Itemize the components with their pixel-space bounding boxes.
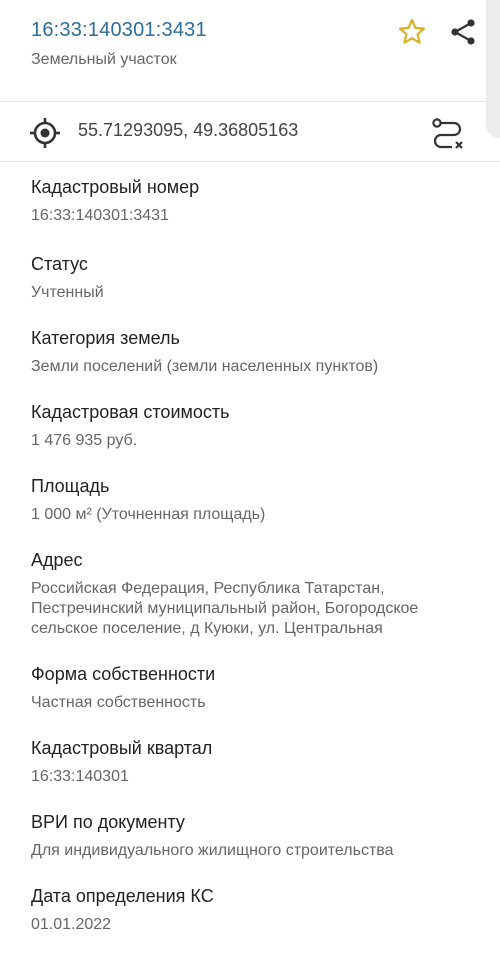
field-value: 1 476 935 руб. [31, 432, 138, 449]
field-label: Адрес [31, 550, 83, 570]
field-label: Площадь [31, 476, 110, 496]
header [0, 0, 500, 102]
field-address [0, 548, 500, 639]
field-cadastral-value [0, 400, 500, 451]
field-cadastral-number [0, 175, 500, 226]
field-status [0, 252, 500, 303]
field-label: Категория земель [31, 328, 180, 348]
field-value: 1 000 м² (Уточненная площадь) [31, 506, 266, 523]
field-label: Дата определения КС [31, 886, 214, 906]
field-value[interactable]: 16:33:140301:3431 [31, 207, 169, 224]
star-icon[interactable] [397, 17, 427, 47]
field-label: Кадастровый квартал [31, 738, 213, 758]
field-valuation-date [0, 884, 500, 935]
field-label: Кадастровый номер [31, 177, 200, 197]
share-icon[interactable] [449, 17, 477, 47]
field-ownership-form [0, 662, 500, 713]
field-label: Форма собственности [31, 664, 216, 684]
field-land-category [0, 326, 500, 377]
field-area [0, 474, 500, 525]
details-list [0, 175, 500, 935]
field-value: Для индивидуального жилищного строительства [31, 842, 394, 859]
field-value[interactable]: Российская Федерация, Республика Татарстан, Пестречинский муниципальный район, Богородское сельское поселение, д Куюки, ул. Центральная [31, 580, 419, 637]
field-value: 01.01.2022 [31, 916, 112, 933]
field-label: Статус [31, 254, 88, 274]
page-subtitle: Земельный участок [31, 51, 177, 68]
field-label: Кадастровая стоимость [31, 402, 230, 422]
field-cadastral-quarter [0, 736, 500, 787]
field-value[interactable]: 16:33:140301 [31, 768, 129, 785]
field-permitted-use [0, 810, 500, 861]
field-label: ВРИ по документу [31, 812, 185, 832]
coordinates-text[interactable]: 55.71293095, 49.36805163 [78, 120, 299, 140]
coordinates-bar [0, 102, 500, 162]
field-value: Учтенный [31, 284, 104, 301]
field-value: Частная собственность [31, 694, 206, 711]
target-icon[interactable] [29, 117, 61, 154]
route-cancel-icon[interactable] [430, 116, 466, 155]
field-value: Земли поселений (земли населенных пунктов) [31, 358, 379, 375]
page-title[interactable]: 16:33:140301:3431 [31, 19, 207, 41]
